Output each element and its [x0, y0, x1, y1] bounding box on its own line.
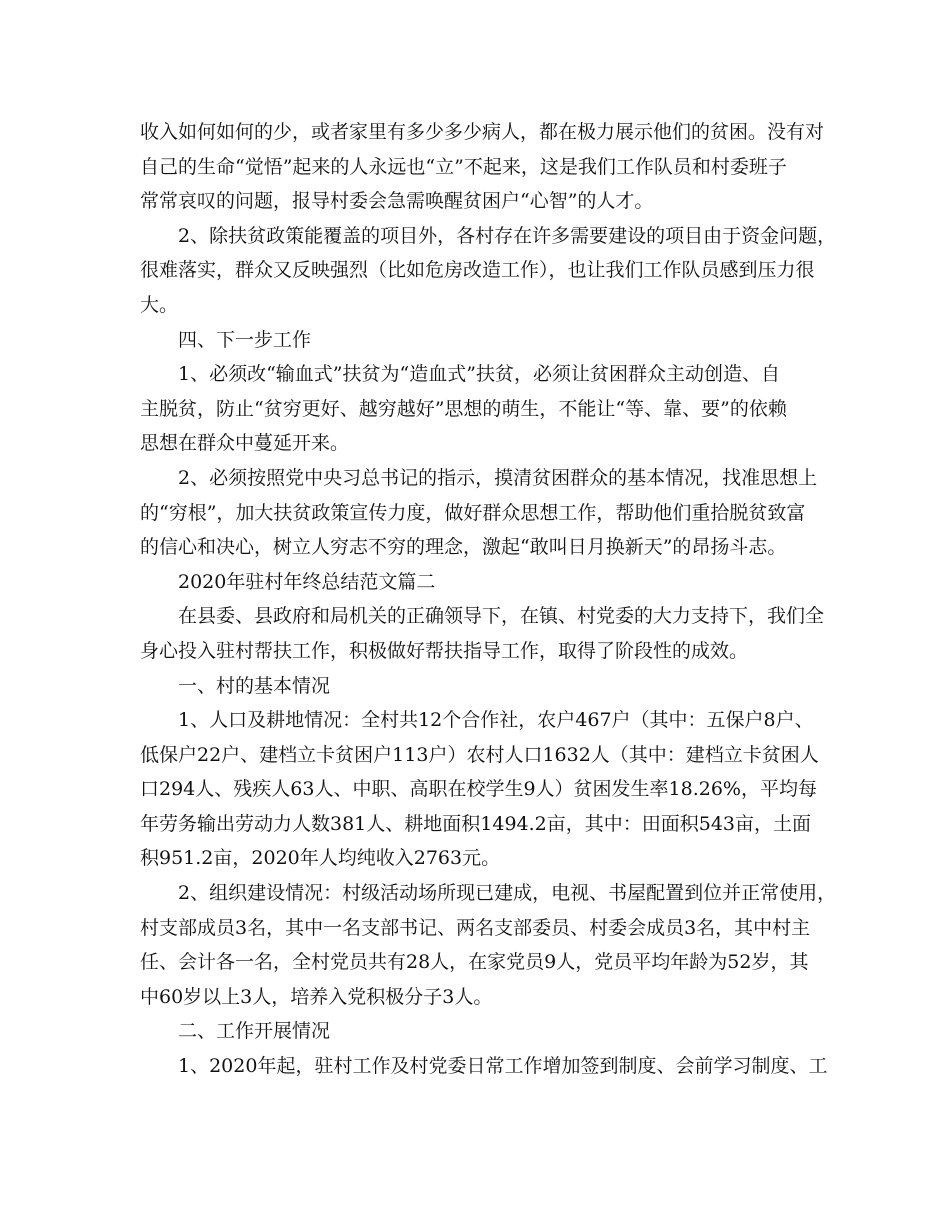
text-line: 很难落实，群众又反映强烈（比如危房改造工作），也让我们工作队员感到压力很: [140, 259, 815, 282]
text-line: 积951.2亩，2020年人均纯收入2763元。: [140, 847, 501, 870]
paragraph-start: 1、2020年起，驻村工作及村党委日常工作增加签到制度、会前学习制度、工: [178, 1055, 828, 1078]
text-line: 思想在群众中蔓延开来。: [140, 432, 350, 455]
paragraph-start: 2、除扶贫政策能覆盖的项目外，各村存在许多需要建设的项目由于资金问题，: [178, 224, 837, 247]
section-heading: 一、村的基本情况: [178, 674, 331, 697]
text-line: 口294人、残疾人63人、中职、高职在校学生9人）贫困发生率18.26%，平均每: [140, 778, 817, 801]
section-heading: 四、下一步工作: [178, 328, 312, 351]
paragraph-start: 在县委、县政府和局机关的正确领导下，在镇、村党委的大力支持下，我们全: [178, 605, 825, 628]
text-line: 身心投入驻村帮扶工作，积极做好帮扶指导工作，取得了阶段性的成效。: [140, 639, 749, 662]
text-line: 任、会计各一名，全村党员共有28人，在家党员9人，党员平均年龄为52岁，其: [140, 951, 809, 974]
text-line: 中60岁以上3人，培养入党积极分子3人。: [140, 985, 493, 1008]
section-heading: 二、工作开展情况: [178, 1020, 331, 1043]
text-line: 的“穷根”，加大扶贫政策宣传力度，做好群众思想工作，帮助他们重拾脱贫致富: [140, 501, 806, 524]
paragraph-start: 1、人口及耕地情况：全村共12个合作社，农户467户（其中：五保户8户、: [178, 709, 814, 732]
text-line: 大。: [140, 293, 179, 316]
text-line: 主脱贫，防止“贫穷更好、越穷越好”思想的萌生，不能让“等、靠、要”的依赖: [140, 397, 787, 420]
paragraph-start: 2、必须按照党中央习总书记的指示，摸清贫困群众的基本情况，找准思想上: [178, 466, 818, 489]
text-line: 低保户22户、建档立卡贫困户113户）农村人口1632人（其中：建档立卡贫困人: [140, 743, 819, 766]
text-line: 自己的生命“觉悟”起来的人永远也“立”不起来，这是我们工作队员和村委班子: [140, 155, 787, 178]
text-line: 的信心和决心，树立人穷志不穷的理念，激起“敢叫日月换新天”的昂扬斗志。: [140, 536, 787, 559]
paragraph-start: 1、必须改“输血式”扶贫为“造血式”扶贫，必须让贫困群众主动创造、自: [178, 363, 780, 386]
text-line: 收入如何如何的少，或者家里有多少多少病人，都在极力展示他们的贫困。没有对: [140, 121, 825, 143]
text-line: 村支部成员3名，其中一名支部书记、两名支部委员、村委会成员3名，其中村主: [140, 916, 811, 939]
text-line: 常常哀叹的问题，报导村委会急需唤醒贫困户“心智”的人才。: [140, 190, 654, 213]
text-line: 年劳务输出劳动力人数381人、耕地面积1494.2亩，其中：田面积543亩，土面: [140, 812, 812, 835]
document-body: [140, 115, 837, 1084]
article-title: 2020年驻村年终总结范文篇二: [178, 570, 436, 593]
paragraph-start: 2、组织建设情况：村级活动场所现已建成，电视、书屋配置到位并正常使用，: [178, 882, 837, 905]
